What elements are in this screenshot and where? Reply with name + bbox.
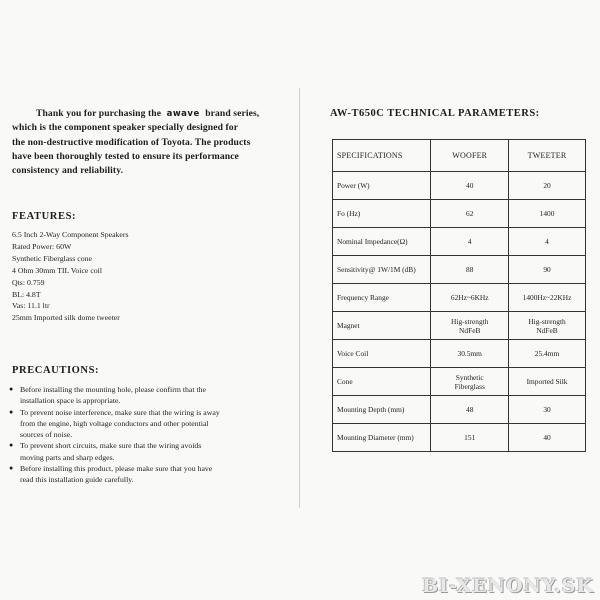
features-list	[12, 229, 292, 324]
header-tweeter: TWEETER	[509, 140, 586, 172]
woofer-value: 62	[466, 209, 474, 218]
woofer-cell	[431, 284, 509, 312]
bullet-icon: ●	[9, 385, 14, 393]
table-row	[333, 340, 586, 368]
table-row	[333, 284, 586, 312]
tweeter-cell	[509, 228, 586, 256]
intro-line-1	[12, 107, 294, 121]
spec-cell: Frequency Range	[333, 284, 431, 312]
technical-parameters-table	[332, 139, 586, 452]
precaution-text: To prevent short circuits, make sure that the wiring avoids	[20, 441, 202, 451]
precautions-list	[9, 384, 275, 486]
table-row	[333, 424, 586, 452]
tweeter-cell	[509, 424, 586, 452]
feature-item: 25mm Imported silk dome tweeter	[12, 313, 120, 323]
intro-line-3: the non-destructive modification of Toyota. The products	[12, 136, 251, 148]
feature-item: BL: 4.8T	[12, 289, 41, 299]
table-row	[333, 256, 586, 284]
spec-cell: Cone	[333, 368, 431, 396]
spec-cell: Fo (Hz)	[333, 200, 431, 228]
feature-item: Qts: 0.759	[12, 277, 45, 287]
tweeter-cell	[509, 396, 586, 424]
intro-text: brand series,	[205, 108, 260, 119]
woofer-value: 48	[466, 405, 474, 414]
precaution-text: To prevent noise interference, make sure that the wiring is away	[20, 407, 220, 417]
tweeter-cell	[509, 284, 586, 312]
feature-item: Vas: 11.1 ltr	[12, 301, 50, 311]
woofer-cell	[431, 396, 509, 424]
woofer-value: Synthetic	[455, 372, 484, 382]
woofer-value: Hig-strength	[451, 316, 489, 326]
table-row	[333, 228, 586, 256]
table-row	[333, 172, 586, 200]
spec-cell: Sensitivity@ 1W/1M (dB)	[333, 256, 431, 284]
tweeter-cell	[509, 200, 586, 228]
table-body	[333, 172, 586, 452]
feature-item: 4 Ohm 30mm TIL Voice coil	[12, 265, 103, 275]
precaution-text: sources of noise.	[20, 430, 73, 440]
header-woofer: WOOFER	[431, 140, 509, 172]
table-row	[333, 368, 586, 396]
intro-paragraph	[12, 107, 294, 178]
woofer-cell	[431, 200, 509, 228]
bullet-icon: ●	[9, 407, 14, 416]
tweeter-value: 40	[543, 433, 551, 442]
feature-item: Synthetic Fiberglass cone	[12, 253, 92, 263]
header-specifications: SPECIFICATIONS	[333, 140, 431, 172]
tweeter-value: 1400Hz~22KHz	[522, 293, 572, 302]
column-divider	[299, 88, 300, 508]
woofer-value: 88	[466, 265, 474, 274]
woofer-value: 30.5mm	[457, 349, 482, 358]
precaution-text: Before installing the mounting hole, please confirm that the	[20, 385, 206, 394]
spec-cell: Mounting Depth (mm)	[333, 396, 431, 424]
tweeter-value: 30	[543, 405, 551, 414]
table-row	[333, 396, 586, 424]
tweeter-cell	[509, 312, 586, 340]
tweeter-value: 20	[543, 181, 551, 190]
woofer-cell	[431, 312, 509, 340]
woofer-cell	[431, 368, 509, 396]
woofer-value: 151	[464, 433, 476, 442]
woofer-cell	[431, 424, 509, 452]
intro-line-2: which is the component speaker specially designed for	[12, 122, 239, 134]
woofer-value: NdFeB	[459, 325, 481, 335]
table-row	[333, 200, 586, 228]
features-heading: FEATURES:	[12, 211, 77, 222]
precaution-item	[9, 440, 275, 463]
tweeter-cell	[509, 368, 586, 396]
feature-item: 6.5 Inch 2-Way Component Speakers	[12, 230, 129, 239]
intro-line-5: consistency and reliability.	[12, 165, 124, 177]
intro-line-4: have been thoroughly tested to ensure its performance	[12, 150, 239, 162]
woofer-value: 4	[467, 237, 472, 246]
bullet-icon: ●	[9, 441, 14, 450]
precaution-item	[9, 463, 275, 486]
precaution-text: Before installing this product, please make sure that you have	[20, 464, 213, 474]
tweeter-value: Hig-strength	[528, 316, 566, 326]
precaution-item	[9, 384, 275, 407]
tweeter-value: NdFeB	[536, 325, 558, 335]
spec-cell: Nominal Impedance(Ω)	[333, 228, 431, 256]
table-header-row	[333, 140, 586, 172]
tweeter-value: 1400	[539, 209, 555, 218]
precaution-text: from the engine, high voltage conductors and other potential	[20, 418, 209, 428]
precaution-item	[9, 407, 275, 441]
brand-logo: awave	[166, 109, 200, 119]
bullet-icon: ●	[9, 464, 14, 473]
tweeter-value: 4	[545, 237, 549, 246]
table-title: AW-T650C TECHNICAL PARAMETERS:	[330, 108, 540, 119]
tweeter-cell	[509, 172, 586, 200]
feature-item: Rated Power: 60W	[12, 241, 72, 251]
precautions-heading: PRECAUTIONS:	[12, 365, 100, 376]
intro-text: Thank you for purchasing the	[36, 108, 162, 119]
woofer-value: 62Hz~6KHz	[450, 293, 489, 302]
spec-cell: Magnet	[333, 312, 431, 340]
spec-cell: Mounting Diameter (mm)	[333, 424, 431, 452]
woofer-value: Fiberglass	[454, 381, 485, 391]
woofer-cell	[431, 256, 509, 284]
watermark: BI-XENONY.SK	[422, 575, 594, 597]
tweeter-value: 90	[543, 265, 551, 274]
precaution-text: installation space is appropriate.	[20, 396, 121, 406]
spec-cell: Voice Coil	[333, 340, 431, 368]
precaution-text: read this installation guide carefully.	[20, 475, 134, 485]
tweeter-cell	[509, 340, 586, 368]
precaution-text: moving parts and sharp edges.	[20, 452, 115, 462]
tweeter-value: Imported Silk	[526, 377, 568, 386]
spec-cell: Power (W)	[333, 172, 431, 200]
tweeter-value: 25.4mm	[534, 349, 560, 358]
woofer-cell	[431, 340, 509, 368]
woofer-value: 40	[466, 181, 474, 190]
woofer-cell	[431, 228, 509, 256]
woofer-cell	[431, 172, 509, 200]
tweeter-cell	[509, 256, 586, 284]
table-row	[333, 312, 586, 340]
